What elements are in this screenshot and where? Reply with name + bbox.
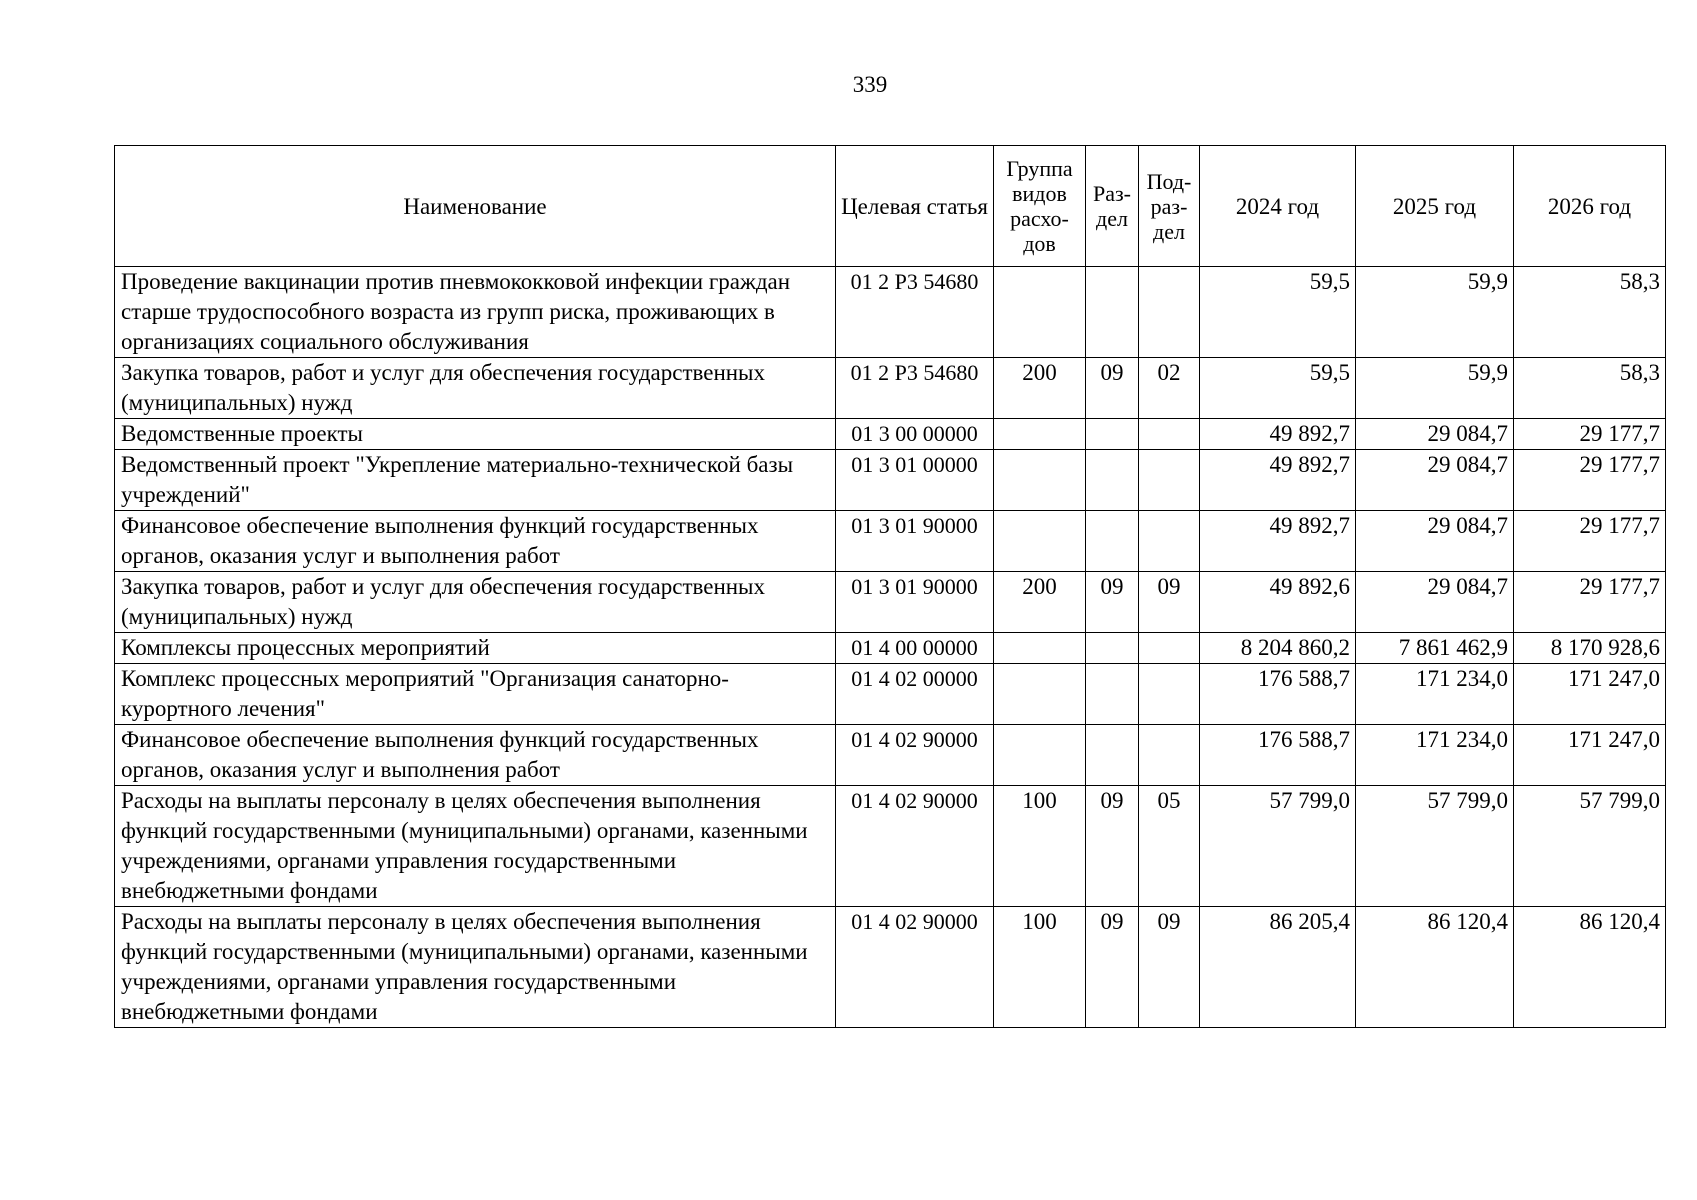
cell-expense-group	[994, 633, 1086, 664]
cell-amount-2026: 58,3	[1514, 358, 1666, 419]
cell-name: Комплексы процессных мероприятий	[115, 633, 836, 664]
cell-section	[1086, 664, 1139, 725]
cell-name: Ведомственные проекты	[115, 419, 836, 450]
cell-amount-2026: 8 170 928,6	[1514, 633, 1666, 664]
table-row	[115, 450, 1666, 511]
cell-expense-group	[994, 267, 1086, 358]
cell-name: Финансовое обеспечение выполнения функций государственных органов, оказания услуг и выполнения работ	[115, 725, 836, 786]
cell-expense-group: 100	[994, 786, 1086, 907]
cell-amount-2025: 171 234,0	[1356, 725, 1514, 786]
cell-section	[1086, 725, 1139, 786]
cell-expense-group	[994, 419, 1086, 450]
cell-target-article: 01 4 02 90000	[836, 907, 994, 1028]
cell-target-article: 01 4 02 90000	[836, 725, 994, 786]
cell-amount-2025: 7 861 462,9	[1356, 633, 1514, 664]
cell-target-article: 01 3 01 90000	[836, 511, 994, 572]
cell-target-article: 01 3 01 90000	[836, 572, 994, 633]
cell-amount-2026: 29 177,7	[1514, 511, 1666, 572]
cell-amount-2024: 59,5	[1200, 267, 1356, 358]
cell-target-article: 01 4 02 00000	[836, 664, 994, 725]
cell-expense-group: 200	[994, 358, 1086, 419]
cell-subsection	[1139, 267, 1200, 358]
cell-subsection	[1139, 511, 1200, 572]
cell-amount-2024: 86 205,4	[1200, 907, 1356, 1028]
cell-name: Закупка товаров, работ и услуг для обеспечения государственных (муниципальных) нужд	[115, 572, 836, 633]
cell-subsection	[1139, 419, 1200, 450]
cell-subsection: 02	[1139, 358, 1200, 419]
cell-subsection: 09	[1139, 907, 1200, 1028]
cell-section	[1086, 419, 1139, 450]
cell-name: Комплекс процессных мероприятий "Организация санаторно-курортного лечения"	[115, 664, 836, 725]
table-header-row	[115, 146, 1666, 267]
cell-amount-2025: 86 120,4	[1356, 907, 1514, 1028]
cell-section	[1086, 511, 1139, 572]
cell-amount-2024: 176 588,7	[1200, 725, 1356, 786]
cell-amount-2025: 29 084,7	[1356, 419, 1514, 450]
cell-amount-2025: 57 799,0	[1356, 786, 1514, 907]
cell-subsection	[1139, 633, 1200, 664]
cell-name: Закупка товаров, работ и услуг для обеспечения государственных (муниципальных) нужд	[115, 358, 836, 419]
cell-amount-2025: 29 084,7	[1356, 572, 1514, 633]
table-row	[115, 907, 1666, 1028]
cell-amount-2024: 57 799,0	[1200, 786, 1356, 907]
cell-subsection	[1139, 725, 1200, 786]
cell-amount-2026: 86 120,4	[1514, 907, 1666, 1028]
cell-section: 09	[1086, 786, 1139, 907]
cell-section	[1086, 267, 1139, 358]
cell-target-article: 01 2 Р3 54680	[836, 267, 994, 358]
table-row	[115, 358, 1666, 419]
cell-subsection: 05	[1139, 786, 1200, 907]
cell-target-article: 01 4 02 90000	[836, 786, 994, 907]
cell-amount-2024: 49 892,7	[1200, 419, 1356, 450]
cell-amount-2025: 29 084,7	[1356, 511, 1514, 572]
cell-subsection	[1139, 450, 1200, 511]
cell-section	[1086, 450, 1139, 511]
cell-amount-2024: 8 204 860,2	[1200, 633, 1356, 664]
header-year-2026: 2026 год	[1514, 146, 1666, 267]
cell-expense-group	[994, 450, 1086, 511]
header-name: Наименование	[115, 146, 836, 267]
budget-table	[114, 145, 1666, 1028]
cell-section	[1086, 633, 1139, 664]
cell-section: 09	[1086, 907, 1139, 1028]
cell-subsection	[1139, 664, 1200, 725]
cell-amount-2024: 49 892,7	[1200, 450, 1356, 511]
cell-target-article: 01 2 Р3 54680	[836, 358, 994, 419]
cell-section: 09	[1086, 572, 1139, 633]
header-subsection: Под- раз- дел	[1139, 146, 1200, 267]
header-year-2025: 2025 год	[1356, 146, 1514, 267]
table-row	[115, 664, 1666, 725]
cell-name: Проведение вакцинации против пневмококковой инфекции граждан старше трудоспособного возраста из групп риска, проживающих в организациях социального обслуживания	[115, 267, 836, 358]
cell-name: Расходы на выплаты персоналу в целях обеспечения выполнения функций государственными (муниципальными) органами, казенными учреждениями, органами управления государственными внебюджетными фондами	[115, 786, 836, 907]
table-row	[115, 419, 1666, 450]
table-row	[115, 786, 1666, 907]
cell-amount-2026: 29 177,7	[1514, 419, 1666, 450]
table-row	[115, 572, 1666, 633]
table-row	[115, 633, 1666, 664]
cell-subsection: 09	[1139, 572, 1200, 633]
table-row	[115, 725, 1666, 786]
cell-amount-2026: 57 799,0	[1514, 786, 1666, 907]
cell-name: Расходы на выплаты персоналу в целях обеспечения выполнения функций государственными (муниципальными) органами, казенными учреждениями, органами управления государственными внебюджетными фондами	[115, 907, 836, 1028]
cell-target-article: 01 3 01 00000	[836, 450, 994, 511]
cell-amount-2026: 58,3	[1514, 267, 1666, 358]
cell-name: Финансовое обеспечение выполнения функций государственных органов, оказания услуг и выполнения работ	[115, 511, 836, 572]
cell-amount-2024: 49 892,7	[1200, 511, 1356, 572]
cell-expense-group: 100	[994, 907, 1086, 1028]
cell-expense-group	[994, 664, 1086, 725]
cell-amount-2025: 171 234,0	[1356, 664, 1514, 725]
header-target-article: Целевая статья	[836, 146, 994, 267]
page-number: 339	[852, 72, 888, 97]
cell-target-article: 01 3 00 00000	[836, 419, 994, 450]
cell-amount-2025: 29 084,7	[1356, 450, 1514, 511]
cell-amount-2025: 59,9	[1356, 358, 1514, 419]
cell-name: Ведомственный проект "Укрепление материально-технической базы учреждений"	[115, 450, 836, 511]
table-row	[115, 511, 1666, 572]
cell-amount-2025: 59,9	[1356, 267, 1514, 358]
cell-section: 09	[1086, 358, 1139, 419]
header-expense-group: Группа видов расхо- дов	[994, 146, 1086, 267]
cell-amount-2024: 59,5	[1200, 358, 1356, 419]
header-year-2024: 2024 год	[1200, 146, 1356, 267]
cell-expense-group	[994, 725, 1086, 786]
cell-amount-2024: 176 588,7	[1200, 664, 1356, 725]
cell-amount-2026: 29 177,7	[1514, 450, 1666, 511]
table-row	[115, 267, 1666, 358]
cell-amount-2024: 49 892,6	[1200, 572, 1356, 633]
cell-expense-group	[994, 511, 1086, 572]
cell-amount-2026: 171 247,0	[1514, 664, 1666, 725]
cell-expense-group: 200	[994, 572, 1086, 633]
cell-amount-2026: 171 247,0	[1514, 725, 1666, 786]
header-section: Раз- дел	[1086, 146, 1139, 267]
cell-amount-2026: 29 177,7	[1514, 572, 1666, 633]
cell-target-article: 01 4 00 00000	[836, 633, 994, 664]
